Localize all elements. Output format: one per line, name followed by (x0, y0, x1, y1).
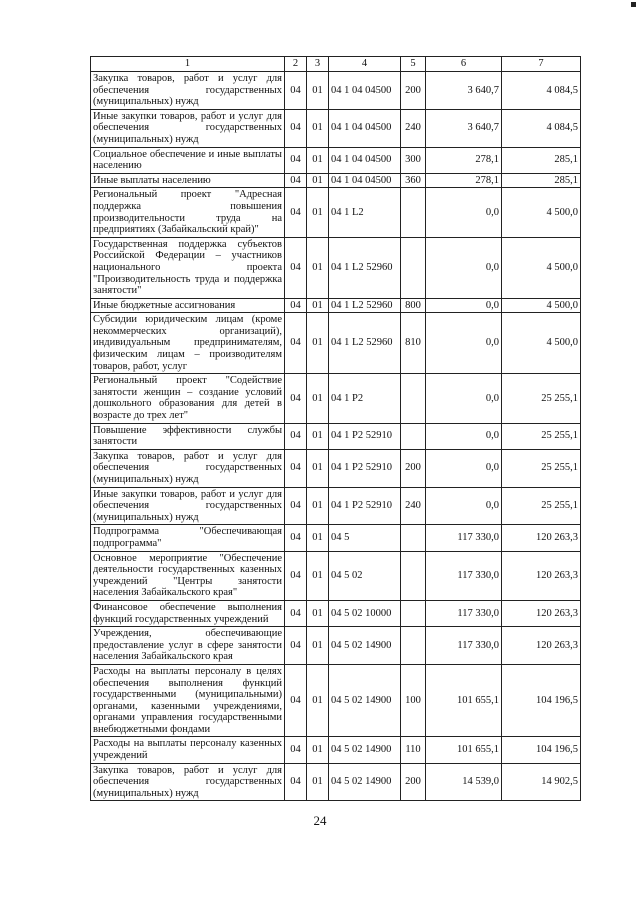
row-name-cell: Иные закупки товаров, работ и услуг для обеспечения государственных (муниципальных) нужд (91, 109, 285, 147)
amount-year-2-cell: 285,1 (502, 147, 581, 173)
section-code-cell: 04 (285, 423, 307, 449)
target-article-cell: 04 1 04 04500 (329, 72, 401, 110)
subsection-code-cell: 01 (307, 664, 329, 737)
section-code-cell: 04 (285, 147, 307, 173)
amount-year-2-cell: 120 263,3 (502, 551, 581, 600)
row-name-cell: Государственная поддержка субъектов Российской Федерации – участников национального проекта "Производительность труда и поддержка занятости" (91, 237, 285, 298)
subsection-code-cell: 01 (307, 237, 329, 298)
target-article-cell: 04 1 L2 52960 (329, 313, 401, 374)
table-row (91, 600, 581, 626)
column-header: 5 (401, 57, 426, 72)
expense-type-cell (401, 627, 426, 665)
amount-year-1-cell: 117 330,0 (426, 551, 502, 600)
row-name-cell: Расходы на выплаты персоналу казенных учреждений (91, 737, 285, 763)
target-article-cell: 04 1 L2 52960 (329, 298, 401, 313)
expense-type-cell: 100 (401, 664, 426, 737)
row-name-cell: Иные закупки товаров, работ и услуг для обеспечения государственных (муниципальных) нужд (91, 487, 285, 525)
row-name-cell: Региональный проект "Содействие занятости женщин – создание условий дошкольного образования для детей в возрасте до трех лет" (91, 374, 285, 423)
amount-year-2-cell: 120 263,3 (502, 627, 581, 665)
column-header: 2 (285, 57, 307, 72)
row-name-cell: Подпрограмма "Обеспечивающая подпрограмма" (91, 525, 285, 551)
table-row (91, 423, 581, 449)
target-article-cell: 04 5 (329, 525, 401, 551)
amount-year-2-cell: 4 500,0 (502, 237, 581, 298)
subsection-code-cell: 01 (307, 763, 329, 801)
section-code-cell: 04 (285, 487, 307, 525)
table-row (91, 173, 581, 188)
subsection-code-cell: 01 (307, 72, 329, 110)
subsection-code-cell: 01 (307, 298, 329, 313)
amount-year-2-cell: 4 500,0 (502, 313, 581, 374)
table-row (91, 374, 581, 423)
subsection-code-cell: 01 (307, 737, 329, 763)
amount-year-1-cell: 0,0 (426, 449, 502, 487)
amount-year-1-cell: 3 640,7 (426, 72, 502, 110)
expense-type-cell: 800 (401, 298, 426, 313)
section-code-cell: 04 (285, 374, 307, 423)
expense-type-cell (401, 551, 426, 600)
page-number: 24 (313, 813, 327, 828)
table-row (91, 763, 581, 801)
section-code-cell: 04 (285, 188, 307, 237)
row-name-cell: Социальное обеспечение и иные выплаты населению (91, 147, 285, 173)
subsection-code-cell: 01 (307, 449, 329, 487)
target-article-cell: 04 5 02 (329, 551, 401, 600)
amount-year-1-cell: 117 330,0 (426, 627, 502, 665)
expense-type-cell (401, 423, 426, 449)
amount-year-2-cell: 25 255,1 (502, 487, 581, 525)
amount-year-2-cell: 25 255,1 (502, 449, 581, 487)
amount-year-1-cell: 0,0 (426, 313, 502, 374)
target-article-cell: 04 5 02 14900 (329, 737, 401, 763)
amount-year-1-cell: 0,0 (426, 487, 502, 525)
amount-year-2-cell: 4 500,0 (502, 298, 581, 313)
subsection-code-cell: 01 (307, 313, 329, 374)
target-article-cell: 04 5 02 14900 (329, 627, 401, 665)
target-article-cell: 04 1 04 04500 (329, 109, 401, 147)
expense-type-cell: 240 (401, 109, 426, 147)
expense-type-cell (401, 237, 426, 298)
table-row (91, 298, 581, 313)
amount-year-1-cell: 0,0 (426, 188, 502, 237)
amount-year-1-cell: 0,0 (426, 298, 502, 313)
subsection-code-cell: 01 (307, 188, 329, 237)
section-code-cell: 04 (285, 737, 307, 763)
section-code-cell: 04 (285, 525, 307, 551)
amount-year-1-cell: 14 539,0 (426, 763, 502, 801)
section-code-cell: 04 (285, 72, 307, 110)
amount-year-1-cell: 3 640,7 (426, 109, 502, 147)
subsection-code-cell: 01 (307, 147, 329, 173)
table-row (91, 237, 581, 298)
target-article-cell: 04 5 02 10000 (329, 600, 401, 626)
target-article-cell: 04 1 P2 (329, 374, 401, 423)
section-code-cell: 04 (285, 298, 307, 313)
amount-year-2-cell: 25 255,1 (502, 374, 581, 423)
target-article-cell: 04 1 04 04500 (329, 173, 401, 188)
section-code-cell: 04 (285, 449, 307, 487)
expense-type-cell: 300 (401, 147, 426, 173)
table-body (91, 72, 581, 801)
amount-year-1-cell: 117 330,0 (426, 525, 502, 551)
expense-type-cell: 110 (401, 737, 426, 763)
section-code-cell: 04 (285, 173, 307, 188)
amount-year-2-cell: 104 196,5 (502, 664, 581, 737)
amount-year-2-cell: 25 255,1 (502, 423, 581, 449)
row-name-cell: Иные выплаты населению (91, 173, 285, 188)
row-name-cell: Учреждения, обеспечивающие предоставление услуг в сфере занятости населения Забайкальского края (91, 627, 285, 665)
target-article-cell: 04 1 L2 (329, 188, 401, 237)
section-code-cell: 04 (285, 627, 307, 665)
table-row (91, 188, 581, 237)
amount-year-2-cell: 4 084,5 (502, 109, 581, 147)
target-article-cell: 04 1 P2 52910 (329, 487, 401, 525)
amount-year-1-cell: 101 655,1 (426, 737, 502, 763)
expense-type-cell: 360 (401, 173, 426, 188)
subsection-code-cell: 01 (307, 627, 329, 665)
section-code-cell: 04 (285, 600, 307, 626)
table-header-row (91, 57, 581, 72)
row-name-cell: Повышение эффективности службы занятости (91, 423, 285, 449)
amount-year-2-cell: 14 902,5 (502, 763, 581, 801)
row-name-cell: Субсидии юридическим лицам (кроме некоммерческих организаций), индивидуальным предпринимателям, физическим лицам – производителям товаров, работ, услуг (91, 313, 285, 374)
table-row (91, 551, 581, 600)
column-header: 7 (502, 57, 581, 72)
target-article-cell: 04 5 02 14900 (329, 664, 401, 737)
table-row (91, 449, 581, 487)
row-name-cell: Расходы на выплаты персоналу в целях обеспечения выполнения функций государственными (муниципальными) органами, казенными учреждениями, органами управления государственными внебюджетными фондами (91, 664, 285, 737)
amount-year-2-cell: 4 500,0 (502, 188, 581, 237)
table-row (91, 147, 581, 173)
amount-year-2-cell: 120 263,3 (502, 525, 581, 551)
table-row (91, 525, 581, 551)
amount-year-1-cell: 278,1 (426, 147, 502, 173)
table-row (91, 487, 581, 525)
target-article-cell: 04 1 L2 52960 (329, 237, 401, 298)
row-name-cell: Финансовое обеспечение выполнения функций государственных учреждений (91, 600, 285, 626)
row-name-cell: Иные бюджетные ассигнования (91, 298, 285, 313)
amount-year-1-cell: 0,0 (426, 237, 502, 298)
expense-type-cell: 810 (401, 313, 426, 374)
section-code-cell: 04 (285, 551, 307, 600)
amount-year-2-cell: 120 263,3 (502, 600, 581, 626)
column-header: 4 (329, 57, 401, 72)
target-article-cell: 04 1 P2 52910 (329, 423, 401, 449)
column-header: 3 (307, 57, 329, 72)
row-name-cell: Закупка товаров, работ и услуг для обеспечения государственных (муниципальных) нужд (91, 449, 285, 487)
expense-type-cell (401, 188, 426, 237)
target-article-cell: 04 1 04 04500 (329, 147, 401, 173)
budget-table (90, 56, 581, 801)
amount-year-1-cell: 0,0 (426, 374, 502, 423)
amount-year-2-cell: 285,1 (502, 173, 581, 188)
subsection-code-cell: 01 (307, 109, 329, 147)
amount-year-2-cell: 104 196,5 (502, 737, 581, 763)
table-row (91, 737, 581, 763)
row-name-cell: Основное мероприятие "Обеспечение деятельности государственных казенных учреждений "Центры занятости населения Забайкальского края" (91, 551, 285, 600)
expense-type-cell (401, 374, 426, 423)
table-row (91, 109, 581, 147)
section-code-cell: 04 (285, 763, 307, 801)
amount-year-1-cell: 101 655,1 (426, 664, 502, 737)
subsection-code-cell: 01 (307, 374, 329, 423)
subsection-code-cell: 01 (307, 173, 329, 188)
target-article-cell: 04 1 P2 52910 (329, 449, 401, 487)
target-article-cell: 04 5 02 14900 (329, 763, 401, 801)
expense-type-cell (401, 525, 426, 551)
amount-year-2-cell: 4 084,5 (502, 72, 581, 110)
table-row (91, 72, 581, 110)
amount-year-1-cell: 278,1 (426, 173, 502, 188)
row-name-cell: Закупка товаров, работ и услуг для обеспечения государственных (муниципальных) нужд (91, 763, 285, 801)
expense-type-cell: 240 (401, 487, 426, 525)
expense-type-cell: 200 (401, 449, 426, 487)
column-header: 1 (91, 57, 285, 72)
expense-type-cell: 200 (401, 763, 426, 801)
subsection-code-cell: 01 (307, 487, 329, 525)
expense-type-cell: 200 (401, 72, 426, 110)
amount-year-1-cell: 117 330,0 (426, 600, 502, 626)
subsection-code-cell: 01 (307, 423, 329, 449)
expense-type-cell (401, 600, 426, 626)
scan-corner-mark (631, 2, 636, 7)
table-row (91, 627, 581, 665)
subsection-code-cell: 01 (307, 600, 329, 626)
subsection-code-cell: 01 (307, 551, 329, 600)
subsection-code-cell: 01 (307, 525, 329, 551)
section-code-cell: 04 (285, 664, 307, 737)
section-code-cell: 04 (285, 313, 307, 374)
table-row (91, 664, 581, 737)
row-name-cell: Региональный проект "Адресная поддержка повышения производительности труда на предприятиях (Забайкальский край)" (91, 188, 285, 237)
row-name-cell: Закупка товаров, работ и услуг для обеспечения государственных (муниципальных) нужд (91, 72, 285, 110)
column-header: 6 (426, 57, 502, 72)
section-code-cell: 04 (285, 109, 307, 147)
amount-year-1-cell: 0,0 (426, 423, 502, 449)
table-row (91, 313, 581, 374)
section-code-cell: 04 (285, 237, 307, 298)
